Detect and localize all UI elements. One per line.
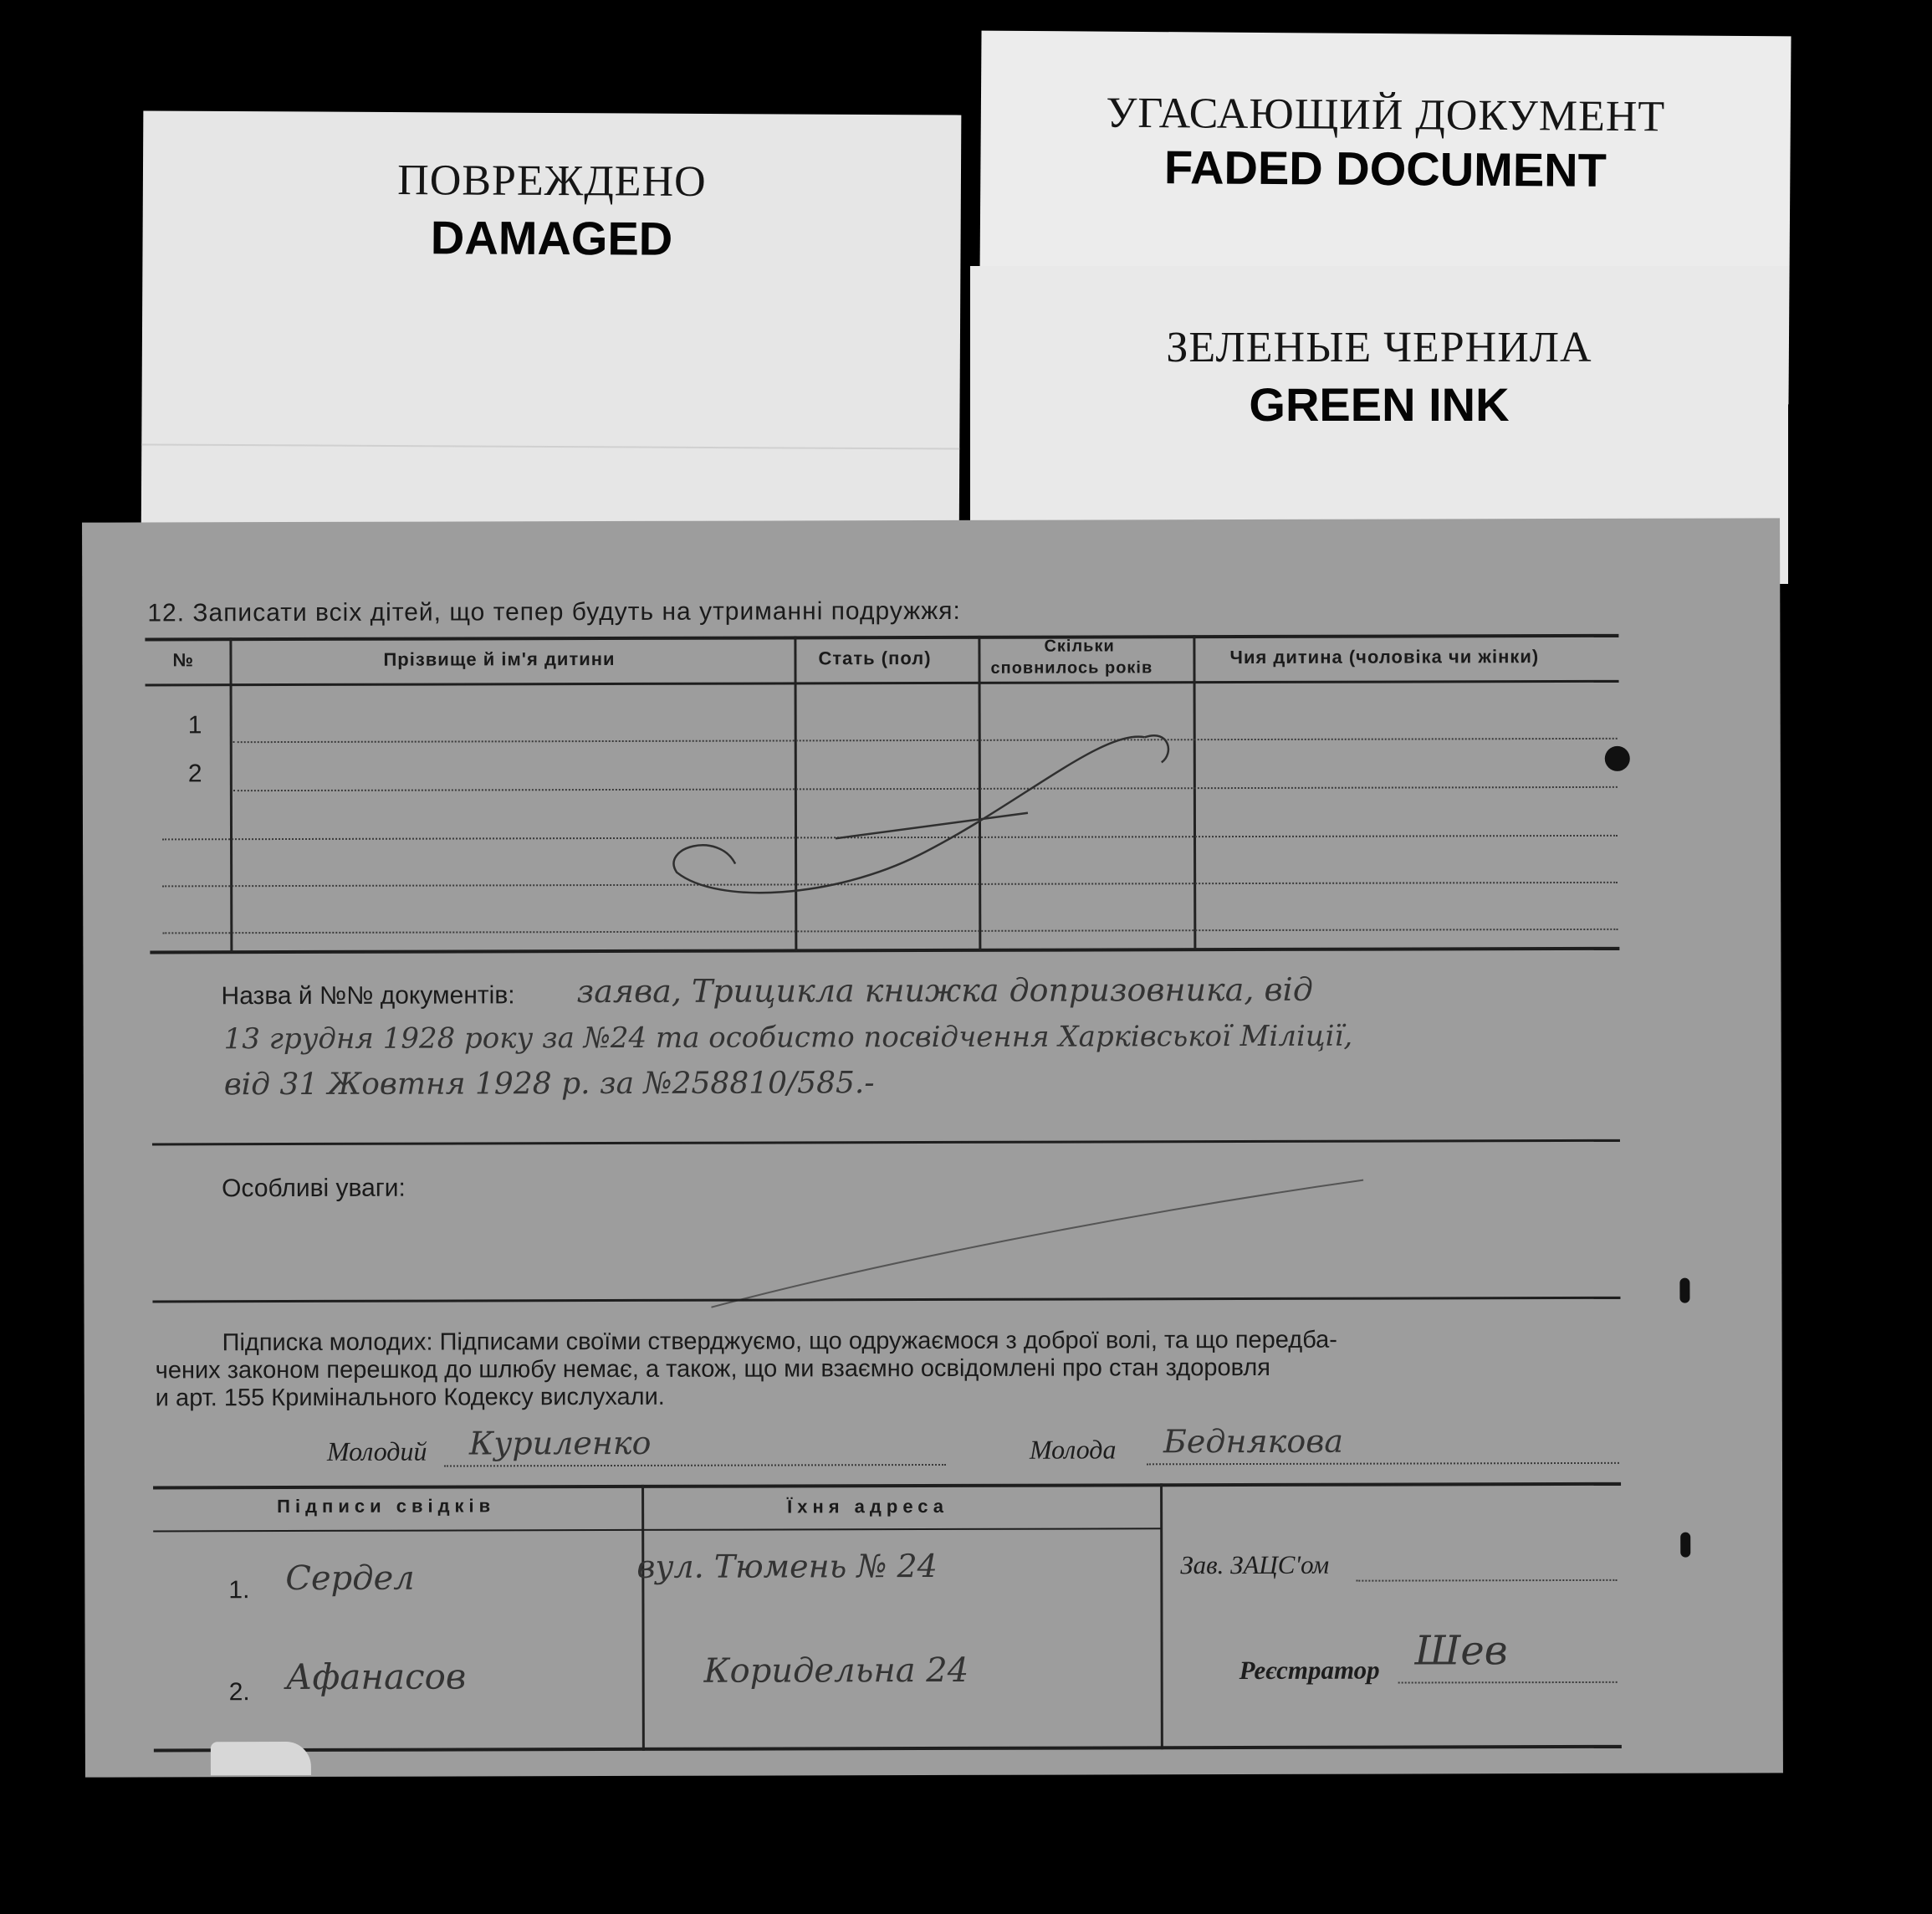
pledge-line2: чених законом перешкод до шлюбу немає, а також, що ми взаємно освідомлені про стан здоровля — [155, 1354, 1270, 1384]
witness-signatures-header: Підписи свідків — [277, 1495, 496, 1517]
witness-2-signature: Афанасов — [285, 1656, 467, 1698]
marriage-record-form — [82, 518, 1783, 1777]
documents-label: Назва й №№ документів: — [221, 981, 515, 1011]
documents-handwriting-line2: 13 грудня 1928 року за №24 та особисто посвідчення Харківської Міліції, — [223, 1019, 1353, 1057]
col-header-sex: Стать (пол) — [818, 647, 932, 669]
witness-table-top-rule — [153, 1482, 1621, 1490]
registrar-signature: Шев — [1414, 1627, 1508, 1675]
registrar-label: Реєстратор — [1239, 1655, 1380, 1686]
registry-head-line — [1356, 1579, 1617, 1582]
remarks-label: Особливі уваги: — [222, 1174, 406, 1203]
pledge-line1: Підписка молодих: Підписами своїми стверджуємо, що одружаємося з доброї волі, та що передба- — [222, 1326, 1337, 1357]
witness-number-2: 2. — [228, 1678, 250, 1707]
groom-signature-line — [444, 1464, 946, 1467]
witness-col-divider — [641, 1485, 645, 1751]
col-header-number: № — [172, 649, 195, 671]
documents-handwriting-line1: заява, Трицикла книжка допризовника, від — [576, 970, 1313, 1011]
witness-address-header: Їхня адреса — [787, 1495, 949, 1517]
paper-tear — [211, 1742, 311, 1775]
bride-label: Молода — [1029, 1434, 1117, 1465]
col-header-child-name: Прізвище й ім'я дитини — [383, 647, 616, 670]
documents-section-rule — [152, 1139, 1620, 1146]
registry-head-label: Зав. ЗАЦС'ом — [1180, 1549, 1330, 1580]
table-strikeout-scribble — [668, 704, 1338, 956]
row-number-1: 1 — [187, 711, 202, 740]
row-number-2: 2 — [187, 760, 202, 788]
witness-header-rule — [153, 1528, 1161, 1532]
col-header-age-line1: Скільки — [1044, 637, 1115, 656]
col-header-age-line2: сповнилось років — [990, 658, 1153, 678]
faded-label-en: FADED DOCUMENT — [1163, 141, 1607, 197]
pledge-line3: и арт. 155 Кримінального Кодексу вислухали. — [155, 1383, 665, 1412]
form-bottom-rule — [154, 1745, 1622, 1753]
green-ink-label-en: GREEN INK — [1249, 378, 1510, 431]
witness-number-1: 1. — [228, 1576, 250, 1604]
card-fold-line — [141, 443, 959, 449]
bride-signature: Беднякова — [1163, 1422, 1344, 1461]
witness-1-signature: Сердел — [285, 1558, 415, 1599]
section-12-title: 12. Записати всіх дітей, що тепер будуть на утриманні подружжя: — [147, 596, 961, 627]
registrar-line — [1398, 1681, 1618, 1684]
binding-mark — [1679, 1278, 1689, 1303]
witness-col-divider — [1160, 1483, 1163, 1749]
bride-signature-line — [1147, 1462, 1619, 1465]
table-header-rule — [146, 680, 1619, 687]
damaged-label-en: DAMAGED — [430, 211, 673, 265]
damaged-label-ru: ПОВРЕЖДЕНО — [397, 156, 707, 206]
green-ink-label-ru: ЗЕЛЕНЫЕ ЧЕРНИЛА — [1166, 324, 1592, 371]
documents-handwriting-line3: від 31 Жовтня 1928 р. за №258810/585.- — [223, 1066, 875, 1103]
damaged-label-card — [141, 110, 962, 550]
table-top-rule — [145, 634, 1618, 642]
witness-2-address: Коридельна 24 — [703, 1650, 969, 1691]
punch-hole — [1605, 746, 1630, 771]
witness-1-address: вул. Тюмень № 24 — [636, 1547, 938, 1585]
remarks-strikeout-line — [703, 1164, 1372, 1316]
binding-mark — [1680, 1533, 1690, 1558]
groom-label: Молодий — [326, 1436, 427, 1466]
col-header-whose-child: Чия дитина (чоловіка чи жінки) — [1229, 646, 1540, 668]
groom-signature: Куриленко — [468, 1424, 652, 1462]
faded-label-ru: УГАСАЮЩИЙ ДОКУМЕНТ — [1106, 89, 1666, 141]
